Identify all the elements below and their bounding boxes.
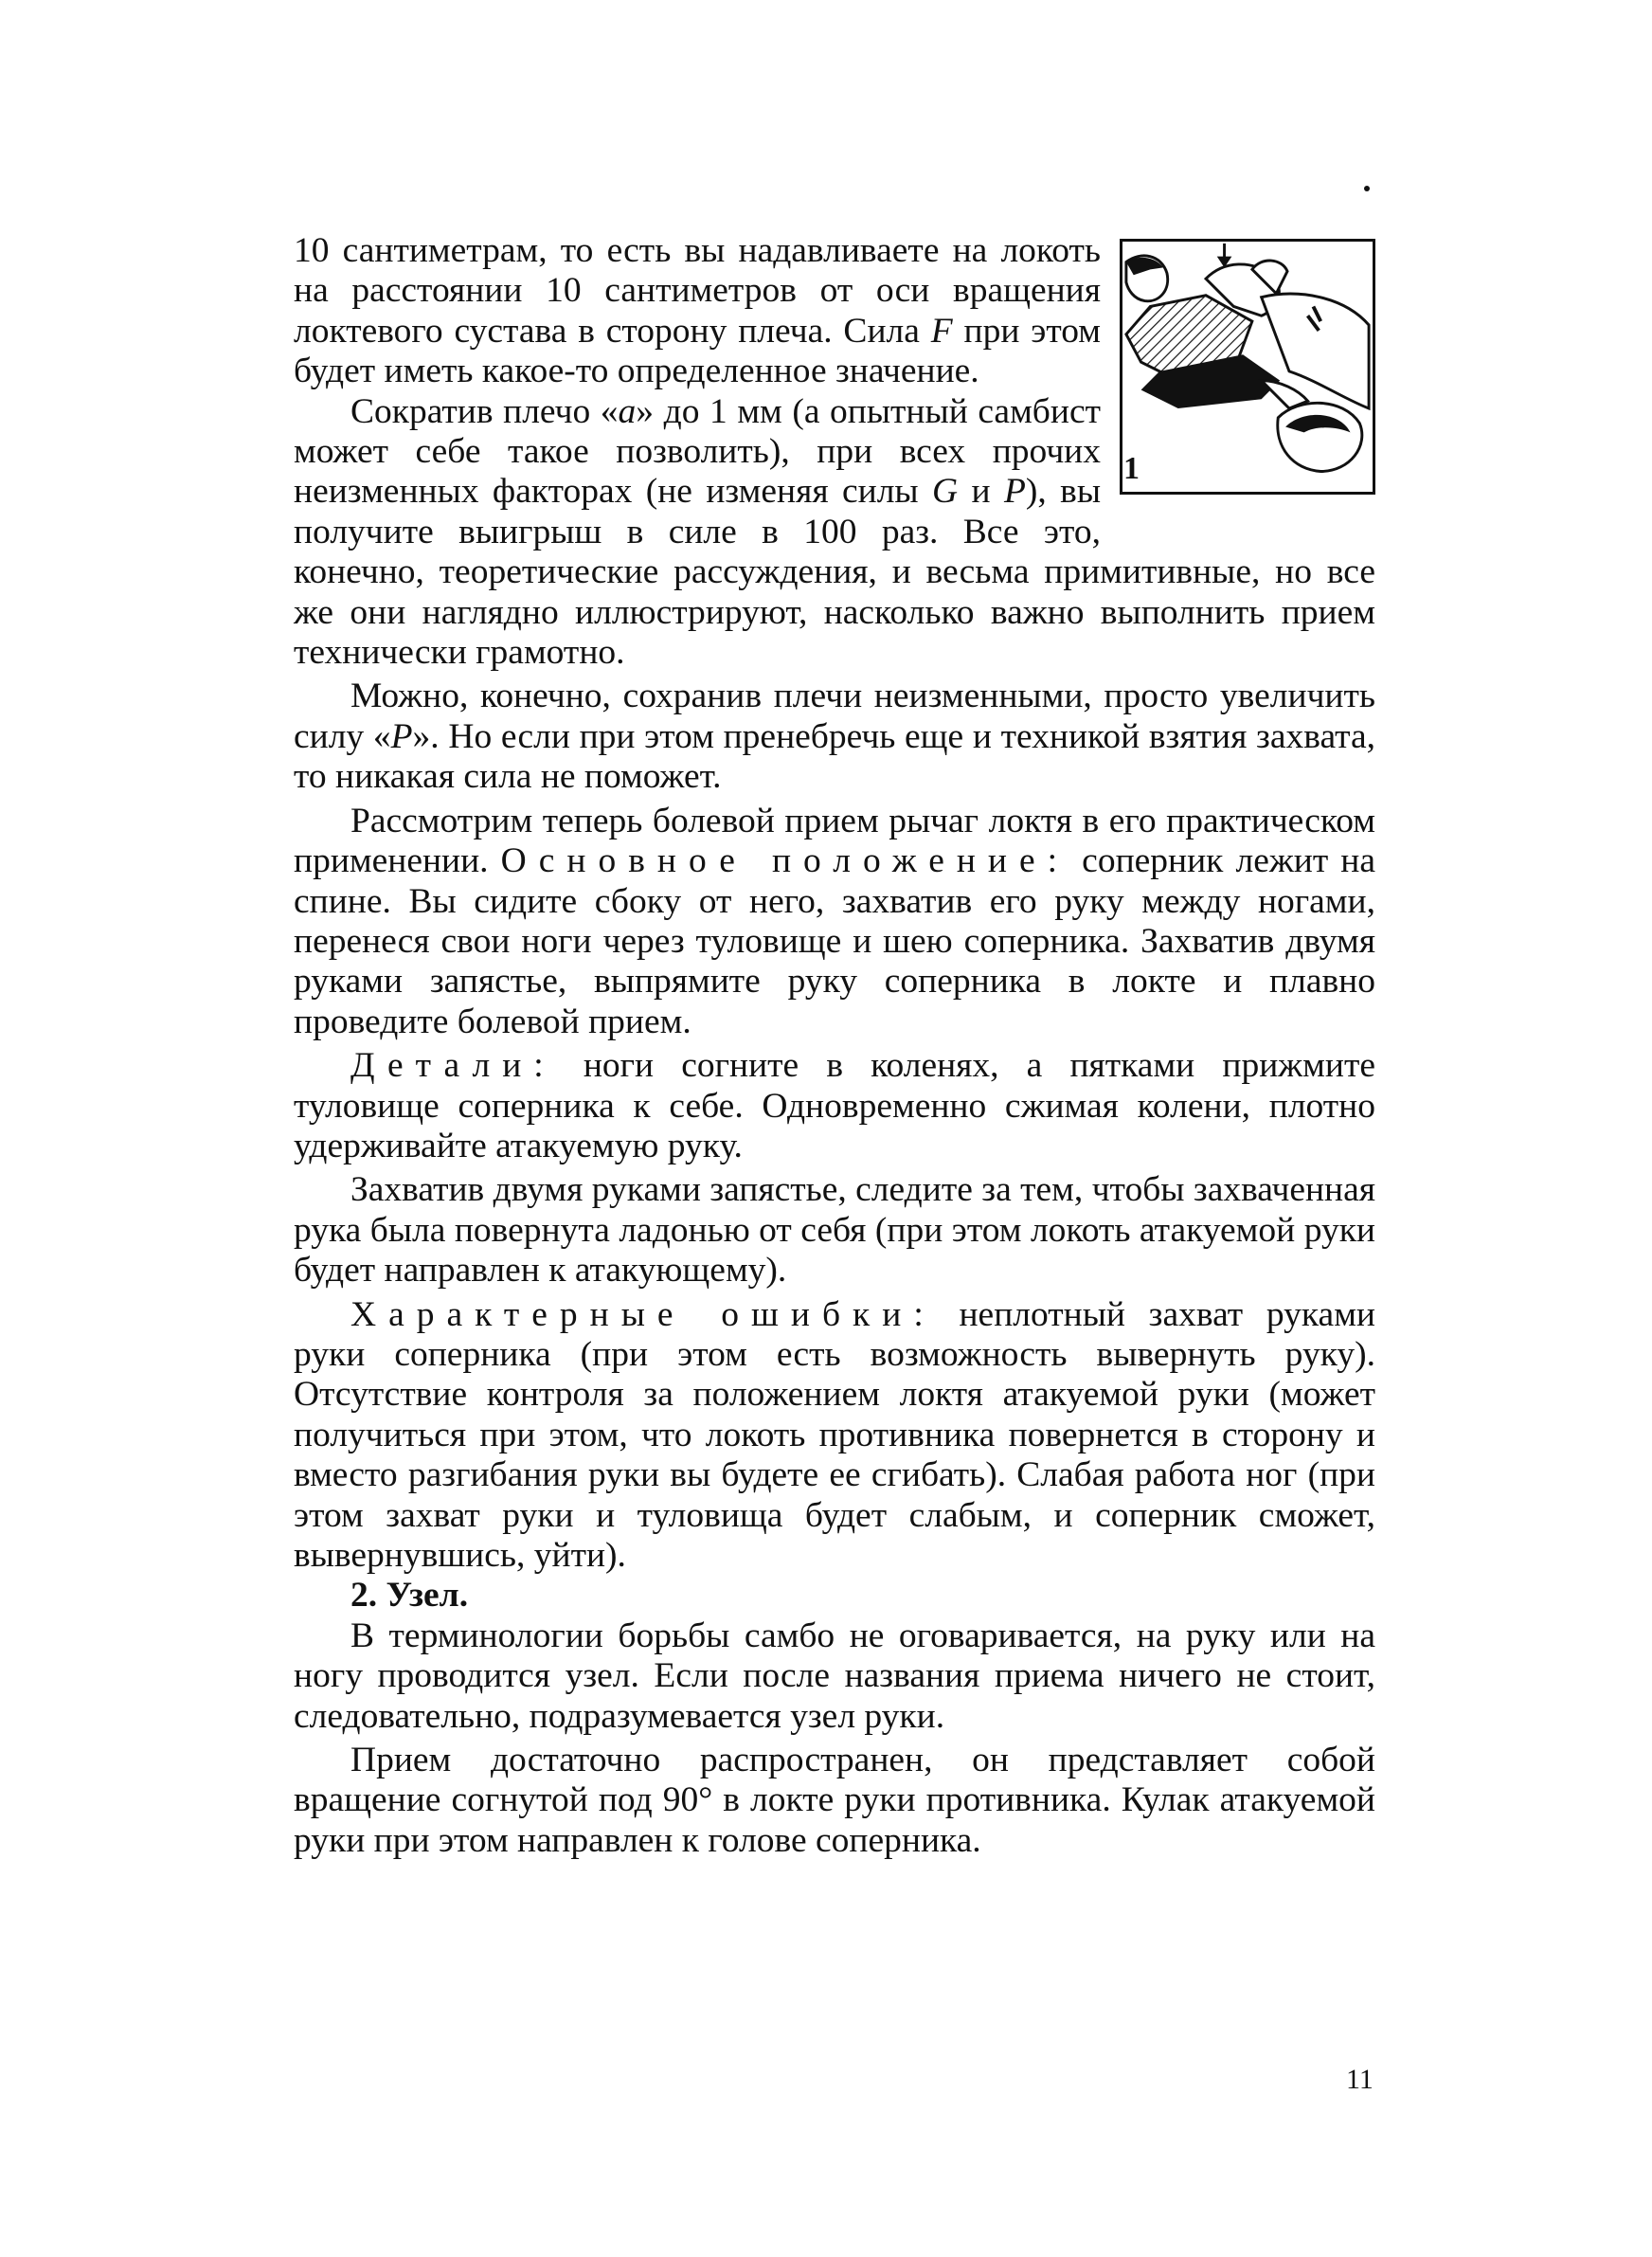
paragraph-5: Детали: ноги согните в коленях, а пятками прижмите туловище соперника к себе. Одновременно сжимая колени, плотно удерживайте атакуемую руку. (294, 1046, 1376, 1165)
sambo-armlock-illustration-icon (1122, 242, 1373, 492)
paragraph-4: Рассмотрим теперь болевой прием рычаг локтя в его практическом применении. Основное положение: соперник лежит на спине. Вы сидите сбоку от него, захватив его руку между ногами, перенеся свои ноги через туловище и шею соперника. Захватив двумя руками запястье, выпрямите руку соперника в локте и плавно проведите болевой прием. (294, 801, 1376, 1041)
paragraph-9: Прием достаточно распространен, он представляет собой вращение согнутой под 90° в локте руки противника. Кулак атакуемой руки при этом направлен к голове соперника. (294, 1741, 1375, 1860)
paragraph-7: Характерные ошибки: неплотный захват руками руки соперника (при этом есть возможность вывернуть руку). Отсутствие контроля за положением локтя атакуемой руки (может получиться при этом, что локоть противника повернется в сторону и вместо разгибания руки вы будете ее сгибать). Слабая работа ног (при этом захват руки и туловища будет слабым, и соперник сможет, вывернувшись, уйти). (294, 1294, 1375, 1575)
armlock-illustration (1120, 239, 1375, 495)
printing-speck (1364, 186, 1370, 191)
paragraph-8: В терминологии борьбы самбо не оговаривается, на руку или на ногу проводится узел. Если после названия приема ничего не стоит, следовательно, подразумевается узел руки. (294, 1616, 1375, 1736)
paragraph-1: 10 сантиметрам, то есть вы надавливаете на локоть на расстоянии 10 сантиметров от оси вращения локтевого сустава в сторону плеча. Сила F при этом будет иметь какое-то определенное значение. (294, 231, 1102, 391)
section-heading: 2. Узел. (350, 1576, 469, 1616)
page-body (294, 231, 1375, 1861)
figure-number: 1 (1123, 451, 1140, 486)
page-number: 11 (1346, 2064, 1374, 2095)
paragraph-3: Можно, конечно, сохранив плечи неизменными, просто увеличить силу «P». Но если при этом пренебречь еще и техникой взятия захвата, то никакая сила не поможет. (294, 677, 1375, 797)
paragraph-6: Захватив двумя руками запястье, следите за тем, чтобы захваченная рука была повернута ладонью от себя (при этом локоть атакуемой руки будет направлен к атакующему). (294, 1170, 1375, 1291)
paragraph-2: Сократив плечо «a» до 1 мм (а опытный самбист может себе такое позволить), при всех прочих неизменных факторах (не изменяя силы G и P), вы получите выигрыш в силе в 100 раз. Все это, конечно, теоретические рассуждения, и весьма примитивные, но все же они наглядно иллюстрируют, насколько важно выполнить прием технически грамотно. (294, 391, 1375, 673)
figure-1 (1123, 231, 1375, 542)
